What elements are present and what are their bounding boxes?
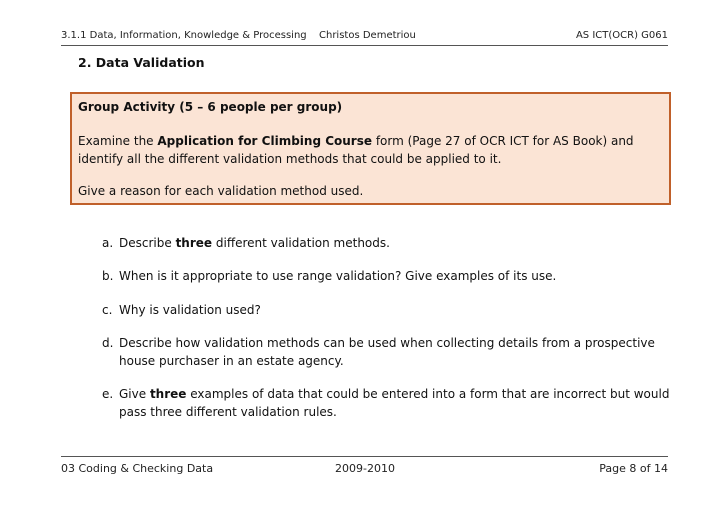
question-item <box>102 267 672 285</box>
footer-unit: 03 Coding & Checking Data <box>61 462 214 475</box>
header-left: 3.1.1 Data, Information, Knowledge & Processing <box>61 30 307 41</box>
question-label: d. <box>102 336 114 350</box>
page-footer <box>61 456 668 475</box>
question-label: c. <box>102 303 113 317</box>
footer-year: 2009-2010 <box>335 462 395 475</box>
question-label: a. <box>102 236 114 250</box>
header-author: Christos Demetriou <box>319 30 416 41</box>
activity-title: Group Activity (5 – 6 people per group) <box>78 100 343 114</box>
page-header <box>61 29 668 46</box>
question-label: b. <box>102 269 114 283</box>
question-text: When is it appropriate to use range validation? Give examples of its use. <box>119 269 557 283</box>
question-text: Give three examples of data that could be entered into a form that are incorrect but would pass three different validation rules. <box>119 387 670 419</box>
question-text: Describe three different validation methods. <box>119 236 390 250</box>
activity-reason: Give a reason for each validation method used. <box>78 184 364 198</box>
question-item <box>102 334 672 370</box>
footer-page-number: Page 8 of 14 <box>599 462 668 475</box>
section-title: 2. Data Validation <box>78 55 205 70</box>
header-course-code: AS ICT(OCR) G061 <box>575 30 668 41</box>
question-item <box>102 385 672 421</box>
question-item <box>102 301 672 319</box>
activity-instruction: Examine the Application for Climbing Course form (Page 27 of OCR ICT for AS Book) and identify all the different validation methods that could be applied to it. <box>78 134 634 166</box>
question-label: e. <box>102 387 114 401</box>
question-item <box>102 234 672 252</box>
question-text: Why is validation used? <box>119 303 261 317</box>
group-activity-box <box>70 92 671 205</box>
question-text: Describe how validation methods can be used when collecting details from a prospective house purchaser in an estate agency. <box>119 336 655 368</box>
